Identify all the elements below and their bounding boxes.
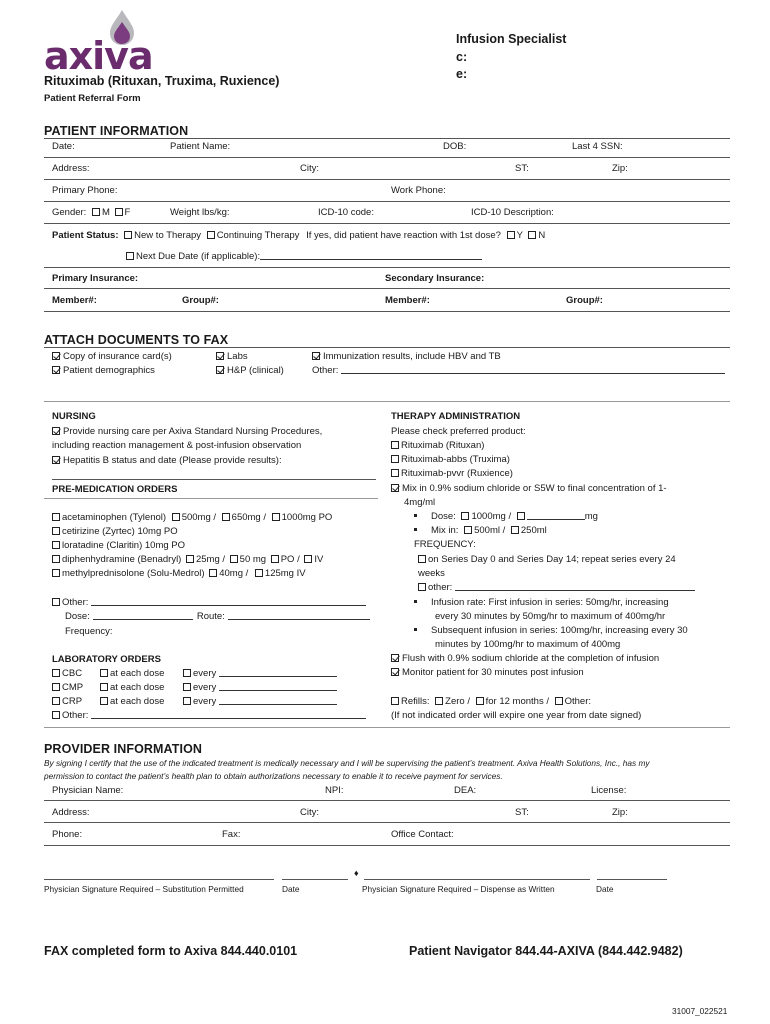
diphen-50-label: 50 mg	[239, 554, 267, 565]
diphen-iv-label: IV	[314, 554, 324, 565]
acet-500-label: 500mg /	[181, 512, 217, 523]
logo	[44, 8, 164, 76]
lab-other-checkbox[interactable]	[52, 711, 60, 719]
date1-line[interactable]	[282, 879, 348, 880]
crp-each-label: at each dose	[110, 696, 165, 707]
continuing-therapy-label: Continuing Therapy	[216, 230, 300, 241]
cert-line2: permission to contact the patient’s health plan to obtain authorizations necessary to enable it to receive payment for services.	[44, 771, 503, 781]
attach-heading: ATTACH DOCUMENTS TO FAX	[44, 333, 229, 347]
rate-line2: every 30 minutes by 50mg/hr to maximum of 400mg/hr	[435, 611, 666, 622]
nursing-line1-text: Provide nursing care per Axiva Standard Nursing Procedures,	[63, 426, 323, 437]
hepatitis-text: Hepatitis B status and date (Please provide results):	[63, 455, 282, 466]
lab-other	[52, 710, 366, 721]
icd-desc-label: ICD-10 Description:	[471, 207, 554, 218]
premed-other-field[interactable]	[91, 597, 366, 606]
rate-line1-text: Infusion rate: First infusion in series: 50mg/hr, increasing	[431, 597, 669, 608]
refills-checkbox[interactable]	[391, 697, 399, 705]
truxima-label: Rituximab-abbs (Truxima)	[401, 454, 510, 465]
cmp-every-field[interactable]	[219, 682, 337, 691]
demographics-label: Patient demographics	[63, 365, 155, 376]
mixin-label: Mix in:	[431, 525, 459, 536]
provider-city-label: City:	[300, 807, 319, 818]
diphen-iv-checkbox[interactable]	[304, 555, 312, 563]
loratadine-checkbox[interactable]	[52, 541, 60, 549]
diphen-50-checkbox[interactable]	[230, 555, 238, 563]
refills-12-checkbox[interactable]	[476, 697, 484, 705]
mix-line2: 4mg/ml	[404, 497, 436, 508]
refills-12-label: for 12 months /	[485, 696, 549, 707]
premed-acetaminophen	[52, 512, 332, 523]
gender-f-checkbox[interactable]	[115, 208, 123, 216]
mix-250-checkbox[interactable]	[511, 526, 519, 534]
diphen-checkbox[interactable]	[52, 555, 60, 563]
freq-series-checkbox[interactable]	[418, 555, 426, 563]
methyl-label: methylprednisolone (Solu-Medrol)	[62, 568, 205, 579]
flush-text: Flush with 0.9% sodium chloride at the completion of infusion	[402, 653, 660, 664]
provider-st-label: ST:	[515, 807, 529, 818]
city-label: City:	[300, 163, 319, 174]
dob-label: DOB:	[443, 141, 467, 152]
mix-checkbox[interactable]	[391, 484, 399, 492]
crp-checkbox[interactable]	[52, 697, 60, 705]
gender-row	[52, 207, 130, 218]
npi-label: NPI:	[325, 785, 344, 796]
diphen-25-checkbox[interactable]	[186, 555, 194, 563]
form-title: Patient Referral Form	[44, 93, 141, 104]
gender-label: Gender:	[52, 207, 87, 218]
diphen-25-label: 25mg /	[195, 554, 226, 565]
cbc-every	[183, 668, 337, 679]
patient-info-heading: PATIENT INFORMATION	[44, 124, 189, 138]
cbc-every-field[interactable]	[219, 668, 337, 677]
cmp-checkbox[interactable]	[52, 683, 60, 691]
insurance-card-checkbox[interactable]	[52, 352, 60, 360]
rituxan-label: Rituximab (Rituxan)	[401, 440, 485, 451]
continuing-therapy-checkbox[interactable]	[207, 231, 215, 239]
provider-zip-label: Zip:	[612, 807, 628, 818]
attach-hp	[216, 365, 284, 376]
rate-line1	[414, 597, 669, 608]
date1-caption: Date	[282, 884, 300, 894]
attach-other-field[interactable]	[341, 365, 725, 374]
new-therapy-checkbox[interactable]	[124, 231, 132, 239]
license-label: License:	[591, 785, 627, 796]
methyl-125-label: 125mg IV	[264, 568, 306, 579]
nursing-care-checkbox[interactable]	[52, 427, 60, 435]
therapy-heading: THERAPY ADMINISTRATION	[391, 411, 521, 422]
premed-other-checkbox[interactable]	[52, 598, 60, 606]
labs-label: Labs	[227, 351, 248, 362]
insurance-card-label: Copy of insurance card(s)	[63, 351, 172, 362]
gender-m-checkbox[interactable]	[92, 208, 100, 216]
attach-other	[312, 365, 725, 376]
cbc-every-label: every	[193, 668, 217, 679]
dose-1000-label: 1000mg /	[471, 511, 512, 522]
cmp-every	[183, 682, 337, 693]
primary-insurance-label: Primary Insurance:	[52, 273, 139, 284]
weight-label: Weight lbs/kg:	[170, 207, 230, 218]
patient-name-label: Patient Name:	[170, 141, 231, 152]
provider-heading: PROVIDER INFORMATION	[44, 742, 203, 756]
methyl-checkbox[interactable]	[52, 569, 60, 577]
date-label: Date:	[52, 141, 75, 152]
product-rituxan	[391, 440, 484, 451]
flush-row	[391, 653, 659, 664]
immunization-checkbox[interactable]	[312, 352, 320, 360]
freq-series-text: on Series Day 0 and Series Day 14; repeat series every 24	[428, 554, 676, 565]
lab-cbc	[52, 668, 82, 679]
product-truxima	[391, 454, 510, 465]
dose-row	[414, 511, 598, 522]
expire-note: (If not indicated order will expire one year from date signed)	[391, 710, 642, 721]
acet-1000-label: 1000mg PO	[281, 512, 333, 523]
cetirizine-checkbox[interactable]	[52, 527, 60, 535]
methyl-40-label: 40mg /	[219, 568, 249, 579]
cmp-each-label: at each dose	[110, 682, 165, 693]
methyl-125-checkbox[interactable]	[255, 569, 263, 577]
hepatitis-field[interactable]	[52, 479, 376, 480]
premed-route-field[interactable]	[228, 611, 370, 620]
check-preferred: Please check preferred product:	[391, 426, 526, 437]
ruxience-checkbox[interactable]	[391, 469, 399, 477]
crp-every-label: every	[193, 696, 217, 707]
signature-dispense-line[interactable]	[364, 879, 590, 880]
zip-label: Zip:	[612, 163, 628, 174]
freq-other	[418, 582, 695, 593]
lab-cmp	[52, 682, 83, 693]
cbc-each-checkbox[interactable]	[100, 669, 108, 677]
dose-mg-label: mg	[584, 511, 598, 522]
premed-cetirizine	[52, 526, 178, 537]
drug-title: Rituximab (Rituxan, Truxima, Ruxience)	[44, 74, 280, 88]
hepatitis-checkbox[interactable]	[52, 456, 60, 464]
cmp-every-checkbox[interactable]	[183, 683, 191, 691]
member1-label: Member#:	[52, 295, 97, 306]
cetirizine-label: cetirizine (Zyrtec) 10mg PO	[62, 526, 178, 537]
work-phone-label: Work Phone:	[391, 185, 446, 196]
monitor-row	[391, 667, 584, 678]
premed-frequency-label: Frequency:	[65, 626, 113, 637]
acetaminophen-label: acetaminophen (Tylenol)	[62, 512, 167, 523]
cbc-checkbox[interactable]	[52, 669, 60, 677]
attach-insurance-card	[52, 351, 172, 362]
refills-zero-checkbox[interactable]	[435, 697, 443, 705]
hp-label: H&P (clinical)	[227, 365, 284, 376]
specialist-c: c:	[456, 50, 468, 64]
crp-each-dose	[100, 696, 164, 707]
crp-label: CRP	[62, 696, 83, 707]
mix-line1-text: Mix in 0.9% sodium chloride or S5W to final concentration of 1-	[402, 483, 667, 494]
dea-label: DEA:	[454, 785, 477, 796]
acet-500-checkbox[interactable]	[172, 513, 180, 521]
sub-line1	[414, 625, 688, 636]
hp-checkbox[interactable]	[216, 366, 224, 374]
next-due-label: Next Due Date (if applicable):	[136, 251, 261, 262]
specialist-e: e:	[456, 67, 468, 81]
dose-custom-checkbox[interactable]	[517, 512, 525, 520]
premed-diphenhydramine	[52, 554, 323, 565]
reaction-yes-checkbox[interactable]	[507, 231, 515, 239]
member2-label: Member#:	[385, 295, 430, 306]
navigator-footer: Patient Navigator 844.44-AXIVA (844.442.9482)	[409, 944, 683, 958]
cbc-each-label: at each dose	[110, 668, 165, 679]
nursing-line1	[52, 426, 322, 437]
dose-1000-checkbox[interactable]	[461, 512, 469, 520]
diphen-po-checkbox[interactable]	[271, 555, 279, 563]
acet-650-checkbox[interactable]	[222, 513, 230, 521]
mix-500-label: 500ml /	[474, 525, 506, 536]
logo-text: axiva	[44, 34, 153, 78]
lab-crp	[52, 696, 82, 707]
mix-line1	[391, 483, 667, 494]
cmp-label: CMP	[62, 682, 84, 693]
attach-demographics	[52, 365, 155, 376]
gender-m-label: M	[101, 207, 110, 218]
cmp-each-dose	[100, 682, 164, 693]
next-due-row	[126, 251, 482, 262]
reaction-no-checkbox[interactable]	[528, 231, 536, 239]
crp-each-checkbox[interactable]	[100, 697, 108, 705]
lab-heading: LABORATORY ORDERS	[52, 654, 161, 665]
premed-other-label: Other:	[62, 597, 89, 608]
next-due-checkbox[interactable]	[126, 252, 134, 260]
diphen-po-label: PO /	[280, 554, 300, 565]
date2-caption: Date	[596, 884, 614, 894]
rituxan-checkbox[interactable]	[391, 441, 399, 449]
sig-permitted-caption: Physician Signature Required – Substitution Permitted	[44, 884, 244, 894]
cmp-each-checkbox[interactable]	[100, 683, 108, 691]
freq-other-label: other:	[428, 582, 453, 593]
acet-650-label: 650mg /	[231, 512, 266, 523]
primary-phone-label: Primary Phone:	[52, 185, 118, 196]
specialist-title: Infusion Specialist	[456, 32, 567, 46]
flush-checkbox[interactable]	[391, 654, 399, 662]
truxima-checkbox[interactable]	[391, 455, 399, 463]
provider-fax-label: Fax:	[222, 829, 241, 840]
premed-loratadine	[52, 540, 185, 551]
premed-other	[52, 597, 366, 608]
crp-every-field[interactable]	[219, 696, 337, 705]
reaction-question: If yes, did patient have reaction with 1st dose?	[306, 230, 501, 241]
lab-other-label: Other:	[62, 710, 89, 721]
provider-phone-label: Phone:	[52, 829, 83, 840]
reaction-no-label: N	[538, 230, 546, 241]
premed-heading: PRE-MEDICATION ORDERS	[52, 484, 178, 495]
cbc-every-checkbox[interactable]	[183, 669, 191, 677]
attach-labs	[216, 351, 248, 362]
freq-series-line2: weeks	[418, 568, 445, 579]
mix-500-checkbox[interactable]	[464, 526, 472, 534]
refills-row	[391, 696, 591, 707]
product-ruxience	[391, 468, 513, 479]
dose-label: Dose:	[431, 511, 456, 522]
diamond-icon: ♦	[354, 868, 359, 878]
fax-footer: FAX completed form to Axiva 844.440.0101	[44, 944, 298, 958]
patient-status-label: Patient Status:	[52, 230, 119, 241]
date2-line[interactable]	[597, 879, 667, 880]
mix-250-label: 250ml	[520, 525, 547, 536]
next-due-field[interactable]	[260, 251, 482, 260]
crp-every-checkbox[interactable]	[183, 697, 191, 705]
nursing-line3	[52, 455, 282, 466]
group1-label: Group#:	[182, 295, 219, 306]
premed-dose-field[interactable]	[93, 611, 193, 620]
monitor-text: Monitor patient for 30 minutes post infusion	[402, 667, 584, 678]
acetaminophen-checkbox[interactable]	[52, 513, 60, 521]
icd-code-label: ICD-10 code:	[318, 207, 374, 218]
cmp-every-label: every	[193, 682, 217, 693]
mixin-row	[414, 525, 547, 536]
signature-permitted-line[interactable]	[44, 879, 274, 880]
frequency-label: FREQUENCY:	[414, 539, 476, 550]
cert-line1: By signing I certify that the use of the indicated treatment is medically necessary and I will be supervising the patient’s treatment. Axiva Health Solutions, Inc., has my	[44, 758, 650, 768]
loratadine-label: loratadine (Claritin) 10mg PO	[62, 540, 186, 551]
st-label: ST:	[515, 163, 529, 174]
methyl-40-checkbox[interactable]	[209, 569, 217, 577]
freq-other-checkbox[interactable]	[418, 583, 426, 591]
nursing-heading: NURSING	[52, 411, 96, 422]
provider-address-label: Address:	[52, 807, 90, 818]
monitor-checkbox[interactable]	[391, 668, 399, 676]
acet-1000-checkbox[interactable]	[272, 513, 280, 521]
refills-other-checkbox[interactable]	[555, 697, 563, 705]
demographics-checkbox[interactable]	[52, 366, 60, 374]
new-therapy-label: New to Therapy	[134, 230, 202, 241]
dose-custom-field[interactable]	[527, 511, 585, 520]
attach-other-label: Other:	[312, 365, 339, 376]
cbc-label: CBC	[62, 668, 83, 679]
sub-line2: minutes by 100mg/hr to maximum of 400mg	[435, 639, 621, 650]
attach-immunization	[312, 351, 501, 362]
physician-name-label: Physician Name:	[52, 785, 124, 796]
labs-checkbox[interactable]	[216, 352, 224, 360]
diphen-label: diphenhydramine (Benadryl)	[62, 554, 182, 565]
address-label: Address:	[52, 163, 90, 174]
sig-dispense-caption: Physician Signature Required – Dispense as Written	[362, 884, 555, 894]
reaction-yes-label: Y	[516, 230, 523, 241]
refills-label: Refills:	[401, 696, 430, 707]
immunization-label: Immunization results, include HBV and TB	[323, 351, 501, 362]
ssn-label: Last 4 SSN:	[572, 141, 623, 152]
group2-label: Group#:	[566, 295, 603, 306]
premed-methylprednisolone	[52, 568, 306, 579]
secondary-insurance-label: Secondary Insurance:	[385, 273, 485, 284]
form-code: 31007_022521	[672, 1006, 728, 1016]
patient-status-row	[52, 230, 545, 241]
premed-dose-label: Dose:	[65, 611, 90, 622]
sub-line1-text: Subsequent infusion in series: 100mg/hr, increasing every 30	[431, 625, 688, 636]
premed-dose-route	[65, 611, 370, 622]
refills-zero-label: Zero /	[445, 696, 470, 707]
gender-f-label: F	[124, 207, 131, 218]
refills-other-label: Other:	[564, 696, 592, 707]
lab-other-field[interactable]	[91, 710, 366, 719]
premed-route-label: Route:	[196, 611, 225, 622]
crp-every	[183, 696, 337, 707]
ruxience-label: Rituximab-pvvr (Ruxience)	[401, 468, 513, 479]
cbc-each-dose	[100, 668, 164, 679]
office-contact-label: Office Contact:	[391, 829, 454, 840]
freq-other-field[interactable]	[455, 582, 695, 591]
nursing-line2: including reaction management & post-infusion observation	[52, 440, 302, 451]
freq-series-line1	[418, 554, 676, 565]
